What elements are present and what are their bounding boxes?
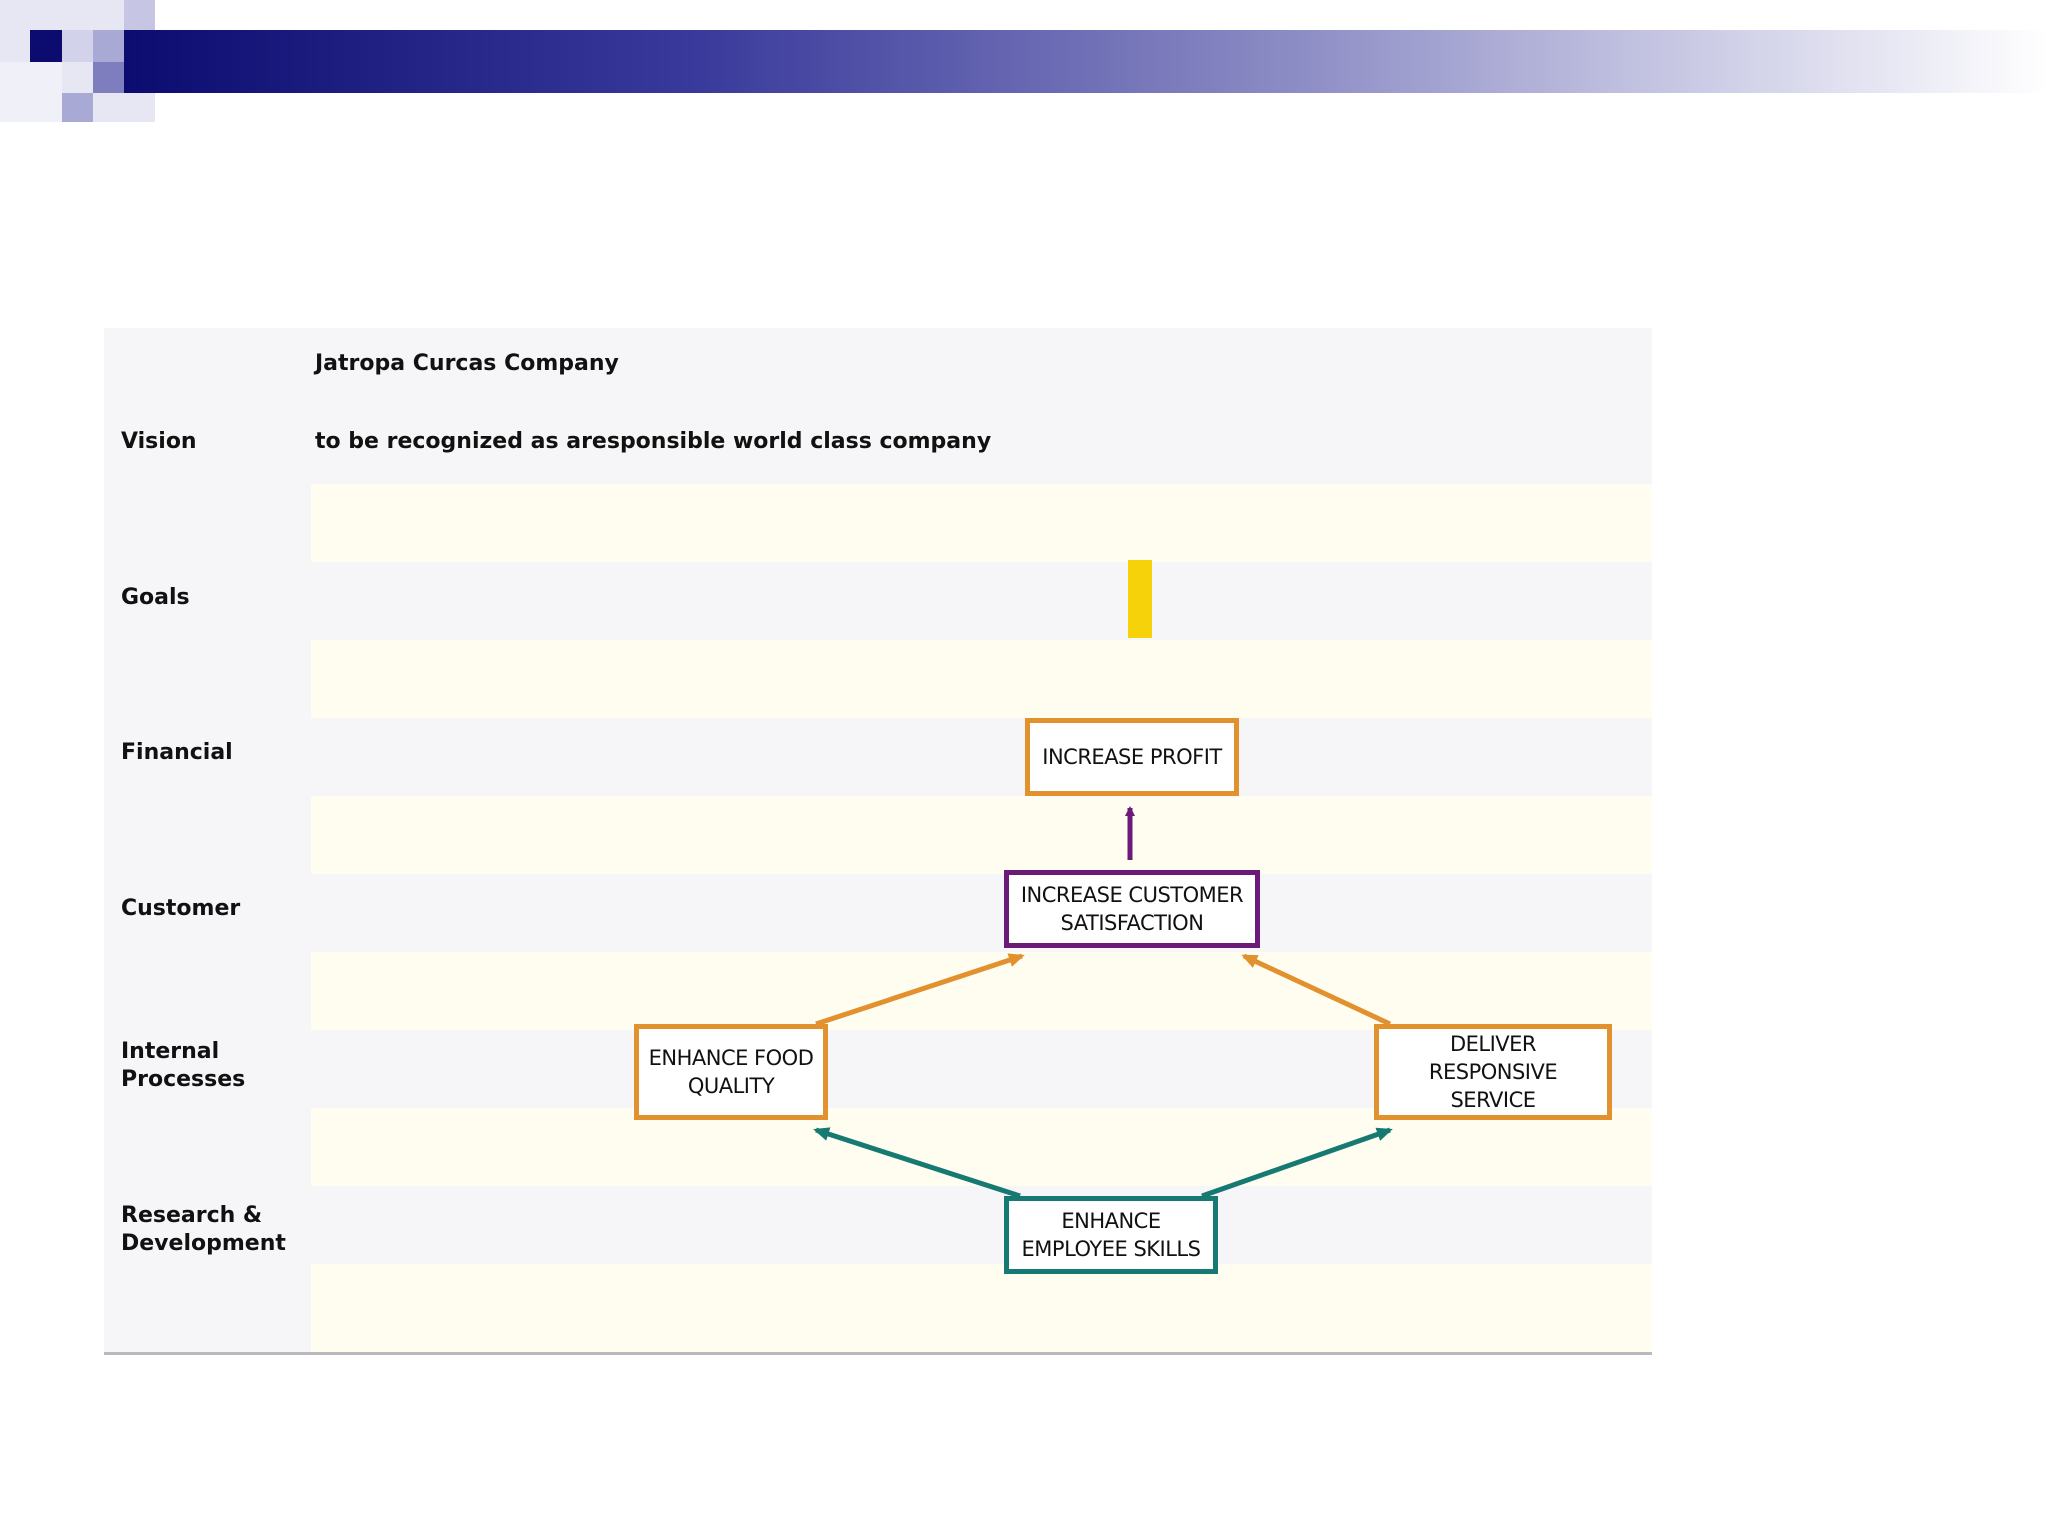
- company-title: Jatropa Curcas Company: [315, 351, 619, 376]
- deco-square: [30, 30, 62, 62]
- row-label-financial: Financial: [121, 740, 233, 765]
- node-increase-customer-satisfaction: INCREASE CUSTOMER SATISFACTION: [1004, 870, 1260, 948]
- vision-label: Vision: [121, 429, 197, 454]
- arrow-skills-to-food: [816, 1130, 1020, 1196]
- arrow-service-to-customer: [1244, 956, 1390, 1024]
- node-increase-profit: INCREASE PROFIT: [1025, 718, 1239, 796]
- header-gradient-bar: [124, 30, 2048, 93]
- deco-square: [93, 30, 124, 62]
- deco-square: [62, 93, 93, 122]
- deco-square: [0, 62, 62, 122]
- strategy-map-panel: [104, 328, 1652, 1355]
- arrow-skills-to-service: [1202, 1130, 1390, 1196]
- row-label-customer: Customer: [121, 896, 241, 921]
- row-label-research-development: Research & Development: [121, 1203, 286, 1256]
- deco-square: [124, 0, 155, 30]
- node-enhance-employee-skills: ENHANCE EMPLOYEE SKILLS: [1004, 1196, 1218, 1274]
- row-label-internal-processes: Internal Processes: [121, 1039, 246, 1092]
- node-enhance-food-quality: ENHANCE FOOD QUALITY: [634, 1024, 828, 1120]
- deco-square: [93, 62, 124, 93]
- node-deliver-responsive-service: DELIVER RESPONSIVE SERVICE: [1374, 1024, 1612, 1120]
- arrow-food-to-customer: [816, 956, 1022, 1024]
- vision-text: to be recognized as aresponsible world class company: [315, 429, 992, 454]
- deco-square: [62, 30, 93, 62]
- row-label-goals: Goals: [121, 585, 190, 610]
- connector-arrows: [104, 328, 1652, 1352]
